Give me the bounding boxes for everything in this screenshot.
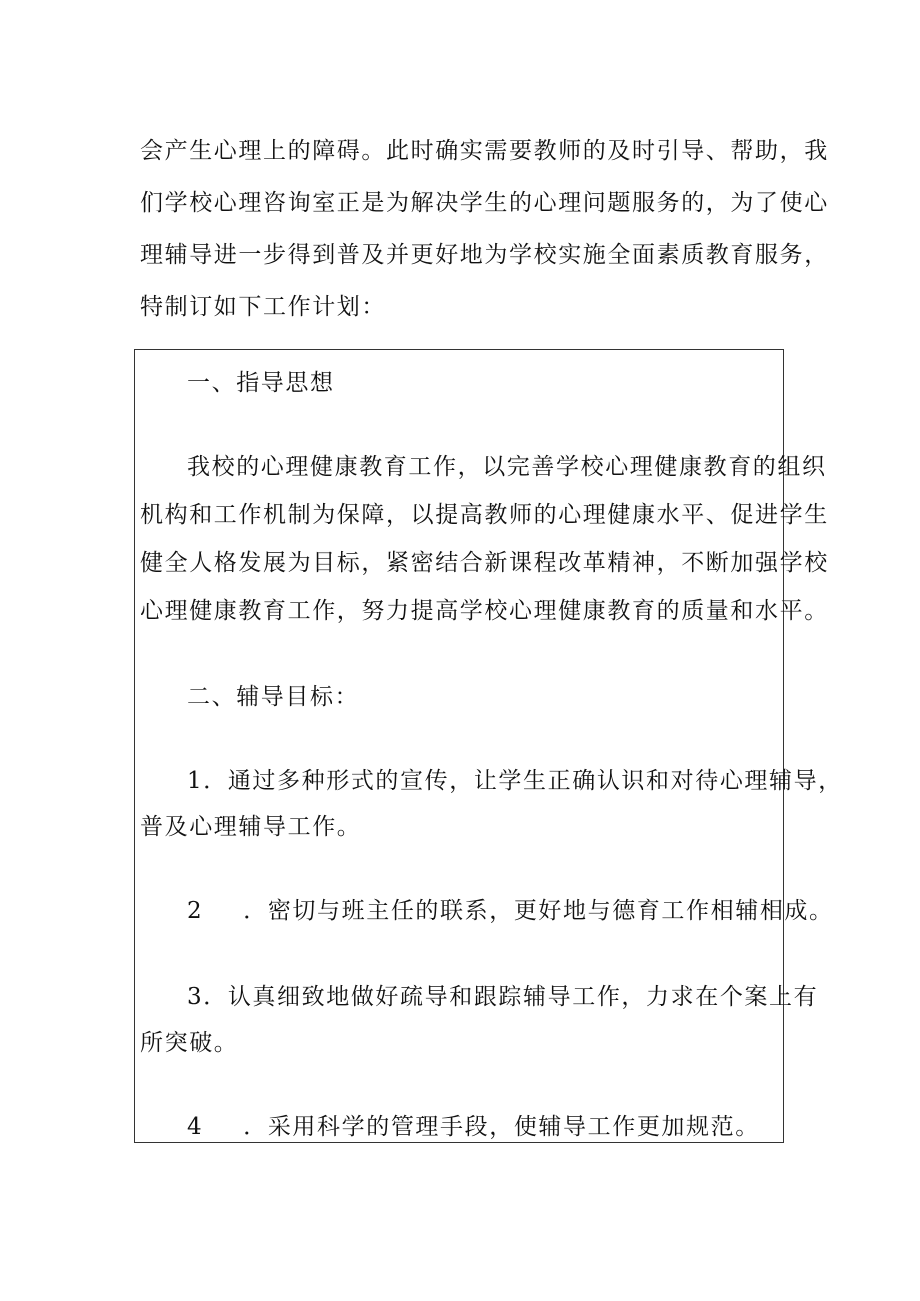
section2-heading: 二、辅导目标： — [187, 684, 360, 710]
intro-line-4: 特制订如下工作计划： — [140, 294, 386, 320]
goal-item-4 — [187, 1112, 760, 1142]
goal-item-2-number: 2 — [187, 898, 204, 924]
section1-line-2: 机构和工作机制为保障，以提高教师的心理健康水平、促进学生 — [140, 502, 829, 528]
section1-line-3: 健全人格发展为目标，紧密结合新课程改革精神，不断加强学校 — [140, 550, 829, 576]
goal-item-3-continued: 所突破。 — [140, 1030, 239, 1056]
section1-heading: 一、指导思想 — [187, 370, 335, 396]
intro-line-2: 们学校心理咨询室正是为解决学生的心理问题服务的，为了使心 — [140, 190, 829, 216]
goal-item-2-text: ．密切与班主任的联系，更好地与德育工作相辅相成。 — [243, 898, 834, 924]
goal-item-1 — [187, 766, 843, 796]
goal-item-3 — [187, 982, 818, 1012]
goal-item-1-text: ．通过多种形式的宣传，让学生正确认识和对待心理辅导， — [203, 768, 843, 794]
goal-item-3-text: ．认真细致地做好疏导和跟踪辅导工作，力求在个案上有 — [203, 984, 819, 1010]
goal-item-4-text: ．采用科学的管理手段，使辅导工作更加规范。 — [243, 1114, 760, 1140]
intro-line-3: 理辅导进一步得到普及并更好地为学校实施全面素质教育服务， — [140, 242, 829, 268]
intro-paragraph — [140, 128, 829, 336]
goal-item-1-continued: 普及心理辅导工作。 — [140, 814, 362, 840]
section1-line-4: 心理健康教育工作，努力提高学校心理健康教育的质量和水平。 — [140, 598, 829, 624]
section1-line-1: 我校的心理健康教育工作，以完善学校心理健康教育的组织 — [187, 454, 827, 480]
plan-content-box — [134, 349, 843, 1143]
intro-line-1: 会产生心理上的障碍。此时确实需要教师的及时引导、帮助，我 — [140, 138, 829, 164]
goal-item-2 — [187, 896, 834, 926]
goal-item-4-number: 4 — [187, 1114, 204, 1140]
goal-item-1-number: 1 — [187, 768, 204, 794]
goal-item-3-number: 3 — [187, 984, 204, 1010]
